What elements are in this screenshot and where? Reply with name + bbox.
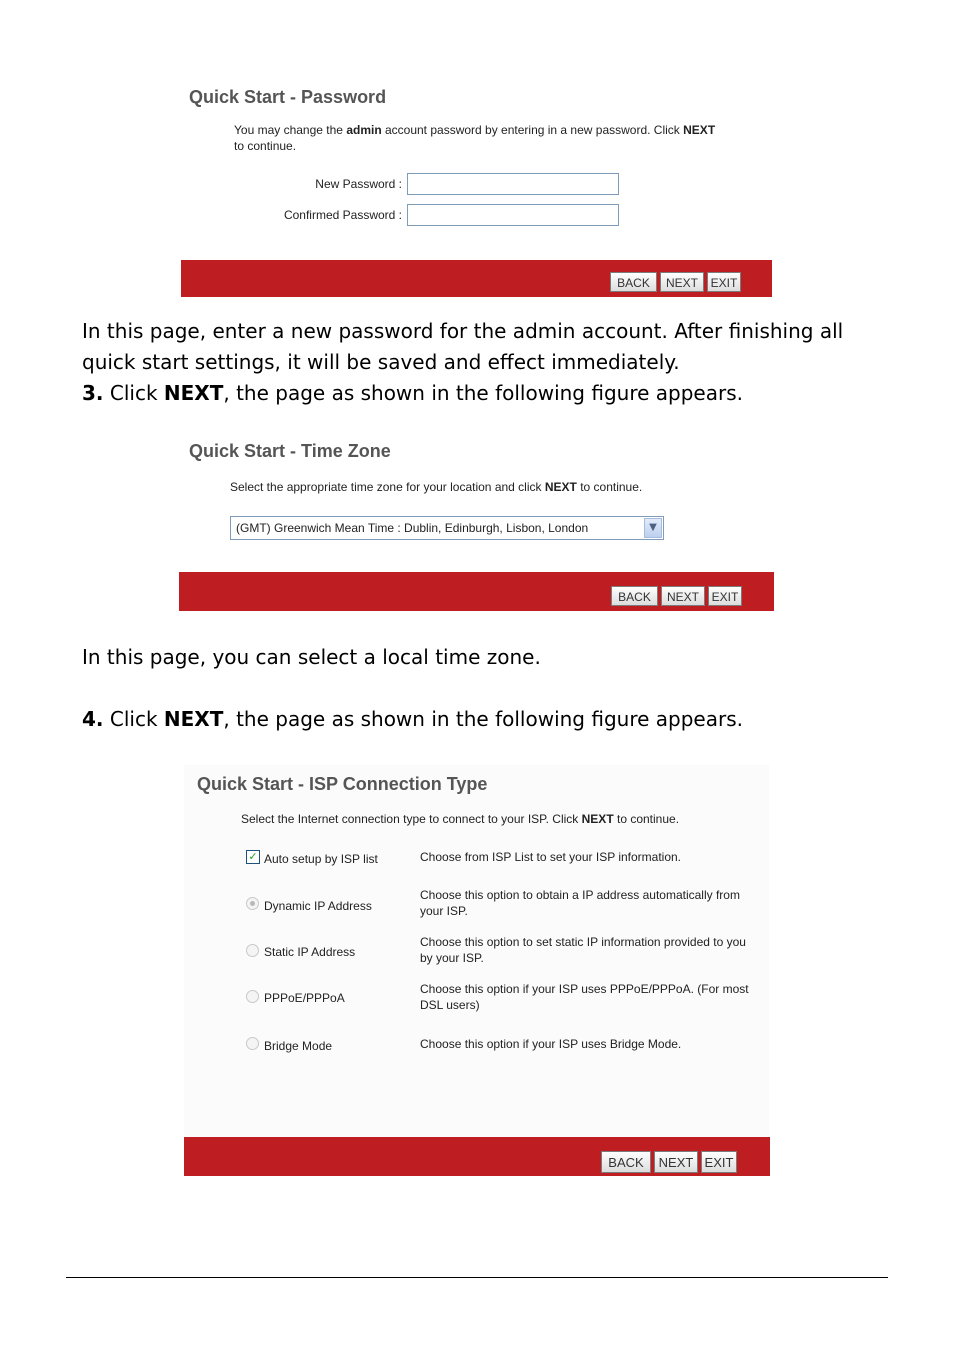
bridge-mode-radio[interactable] [246, 1037, 259, 1050]
exit-button[interactable]: EXIT [708, 586, 742, 606]
confirm-password-input[interactable] [407, 204, 619, 226]
dynamic-ip-label: Dynamic IP Address [264, 899, 372, 913]
auto-setup-label: Auto setup by ISP list [264, 852, 378, 866]
static-ip-label: Static IP Address [264, 945, 356, 959]
bridge-mode-label: Bridge Mode [264, 1039, 333, 1053]
password-panel-title: Quick Start - Password [189, 87, 387, 107]
pppoe-description: Choose this option if your ISP uses PPPoE/PPPoA. (For most DSL users) [420, 982, 749, 1012]
step-4-text: 4. Click NEXT, the page as shown in the following figure appears. [82, 707, 743, 731]
static-ip-description: Choose this option to set static IP information provided to you by your ISP. [420, 935, 746, 965]
pppoe-radio[interactable] [246, 990, 259, 1003]
next-button[interactable]: NEXT [654, 1151, 698, 1173]
new-password-label: New Password : [315, 177, 402, 191]
auto-setup-checkbox[interactable] [246, 850, 260, 864]
password-panel-description: You may change the admin account password by entering in a new password. Click NEXT to continue. [234, 123, 716, 153]
isp-panel-title: Quick Start - ISP Connection Type [197, 774, 488, 794]
checkmark-icon: ✓ [248, 850, 258, 863]
back-button[interactable]: BACK [611, 586, 658, 606]
step-3-text: 3. Click NEXT, the page as shown in the following figure appears. [82, 381, 743, 405]
timezone-button-bar [179, 572, 774, 611]
back-button[interactable]: BACK [610, 272, 657, 292]
password-explanation: In this page, enter a new password for the admin account. After finishing all quick start settings, it will be saved and effect immediately. 3. Click NEXT, the page as shown in the following figure appears. [82, 316, 902, 409]
dynamic-ip-description: Choose this option to obtain a IP address automatically from your ISP. [420, 888, 740, 918]
auto-setup-description: Choose from ISP List to set your ISP information. [420, 850, 682, 864]
isp-panel-description: Select the Internet connection type to connect to your ISP. Click NEXT to continue. [241, 812, 680, 826]
bridge-mode-description: Choose this option if your ISP uses Bridge Mode. [420, 1037, 682, 1051]
new-password-input[interactable] [407, 173, 619, 195]
back-button[interactable]: BACK [601, 1151, 651, 1173]
timezone-explanation: In this page, you can select a local time zone. [82, 645, 541, 669]
password-button-bar [181, 260, 772, 297]
next-button[interactable]: NEXT [660, 272, 704, 292]
timezone-panel-title: Quick Start - Time Zone [189, 441, 391, 461]
pppoe-label: PPPoE/PPPoA [264, 991, 345, 1005]
exit-button[interactable]: EXIT [707, 272, 741, 292]
chevron-down-icon[interactable]: ▼ [644, 518, 662, 538]
isp-button-bar [184, 1137, 770, 1176]
timezone-panel-description: Select the appropriate time zone for your location and click NEXT to continue. [230, 480, 643, 494]
confirm-password-label: Confirmed Password : [283, 208, 402, 222]
timezone-selected-value: (GMT) Greenwich Mean Time : Dublin, Edinburgh, Lisbon, London [236, 521, 589, 535]
dynamic-ip-radio[interactable] [246, 897, 259, 910]
next-button[interactable]: NEXT [661, 586, 705, 606]
static-ip-radio[interactable] [246, 944, 259, 957]
exit-button[interactable]: EXIT [701, 1151, 737, 1173]
timezone-select[interactable] [230, 516, 664, 540]
footer-divider [66, 1277, 888, 1278]
